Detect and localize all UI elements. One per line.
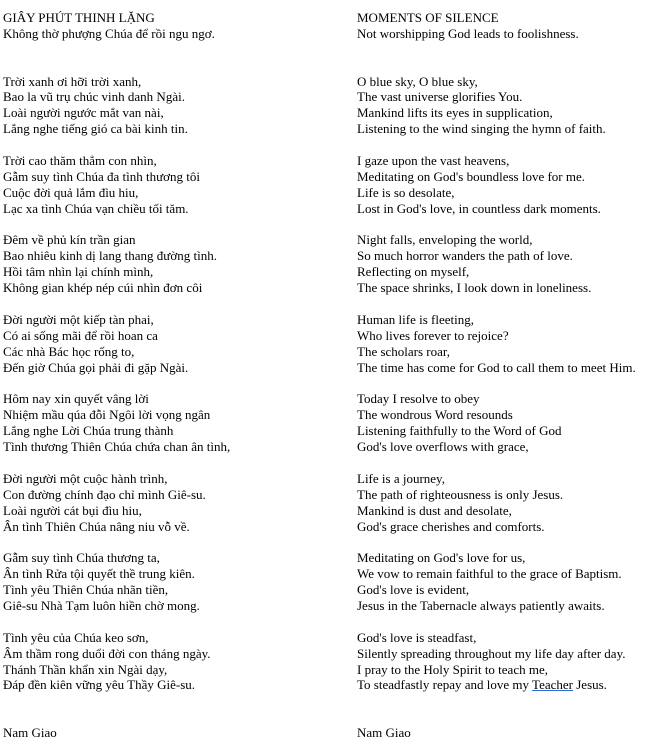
poem-line: Bao la vũ trụ chúc vinh danh Ngài.: [3, 89, 185, 105]
poem-line: Tình yêu của Chúa keo sơn,: [3, 629, 149, 645]
poem-line: Trời xanh ơi hỡi trời xanh,: [3, 73, 142, 89]
poem-line: Đến giờ Chúa gọi phải đi gặp Ngài.: [3, 359, 189, 375]
poem-title: MOMENTS OF SILENCE: [357, 10, 499, 25]
poem-line: I gaze upon the vast heavens,: [357, 153, 510, 169]
english-poem-column: [357, 10, 665, 741]
poem-line: The space shrinks, I look down in loneliness.: [357, 280, 592, 296]
poem-line: O blue sky, O blue sky,: [357, 73, 478, 89]
poem-line: Today I resolve to obey: [357, 391, 480, 407]
poem-title: GIÂY PHÚT THINH LẶNG: [3, 10, 155, 25]
poem-line: God's love is steadfast,: [357, 629, 477, 645]
poem-line: Ân tình Rửa tội quyết thề trung kiên.: [3, 566, 195, 582]
poem-line: So much horror wanders the path of love.: [357, 248, 573, 264]
poem-line: Lost in God's love, in countless dark moments.: [357, 200, 601, 216]
poem-line: Meditating on God's love for us,: [357, 550, 526, 566]
poem-line: The scholars roar,: [357, 343, 450, 359]
poem-line: Nhiệm mầu qúa đỗi Ngôi lời vọng ngân: [3, 407, 211, 423]
poem-line: Cuộc đời quả lắm đìu hiu,: [3, 184, 139, 200]
poem-line: Life is so desolate,: [357, 184, 455, 200]
poem-line: Các nhà Bác học rống to,: [3, 343, 135, 359]
vietnamese-poem-column: [3, 10, 343, 741]
poem-line: Giê-su Nhà Tạm luôn hiền chờ mong.: [3, 597, 200, 613]
poem-subtitle: Not worshipping God leads to foolishness.: [357, 25, 579, 41]
poem-line: Có ai sống mãi để rồi hoan ca: [3, 327, 158, 343]
poem-line: Loài người cát bụi đìu hiu,: [3, 502, 142, 518]
poem-line: The time has come for God to call them to meet Him.: [357, 359, 636, 375]
poem-line: Ân tình Thiên Chúa nâng niu vỗ về.: [3, 518, 190, 534]
poem-line: Đời người một cuộc hành trình,: [3, 470, 168, 486]
poem-author: Nam Giao: [3, 725, 57, 741]
poem-line: Hôm nay xin quyết vâng lời: [3, 391, 149, 407]
poem-line: Silently spreading throughout my life day after day.: [357, 645, 626, 661]
poem-line: Meditating on God's boundless love for me.: [357, 168, 586, 184]
poem-line: Lạc xa tình Chúa vạn chiều tối tăm.: [3, 200, 189, 216]
poem-line: God's love overflows with grace,: [357, 439, 529, 455]
poem-line: Không gian khép nép cúi nhìn đơn côi: [3, 280, 203, 296]
poem-line: Gẫm suy tình Chúa đa tình thương tôi: [3, 168, 200, 184]
poem-line: Human life is fleeting,: [357, 311, 474, 327]
poem-line: Gẫm suy tình Chúa thương ta,: [3, 550, 160, 566]
poem-line: Lắng nghe tiếng gió ca bài kinh tin.: [3, 121, 188, 137]
poem-line: Night falls, enveloping the world,: [357, 232, 533, 248]
poem-line: Đáp đền kiên vững yêu Thầy Giê-su.: [3, 677, 196, 693]
poem-line: The path of righteousness is only Jesus.: [357, 486, 564, 502]
poem-line: Lắng nghe Lời Chúa trung thành: [3, 423, 174, 439]
poem-line: Mankind is dust and desolate,: [357, 502, 512, 518]
poem-line: God's grace cherishes and comforts.: [357, 518, 545, 534]
poem-line: God's love is evident,: [357, 582, 470, 598]
poem-line: Life is a journey,: [357, 470, 445, 486]
poem-line: Bao nhiêu kinh dị lang thang đường tình.: [3, 248, 217, 264]
poem-line: Đêm về phủ kín trần gian: [3, 232, 136, 248]
poem-line: Thánh Thần khẩn xin Ngài dạy,: [3, 661, 168, 677]
poem-line: Loài người ngước mắt van nài,: [3, 105, 164, 121]
poem-line: Đời người một kiếp tàn phai,: [3, 311, 154, 327]
poem-line: The vast universe glorifies You.: [357, 89, 523, 105]
poem-subtitle: Không thờ phượng Chúa để rồi ngu ngơ.: [3, 25, 215, 41]
poem-line: Listening faithfully to the Word of God: [357, 423, 562, 439]
poem-line: Listening to the wind singing the hymn of faith.: [357, 121, 606, 137]
poem-author: Nam Giao: [357, 725, 411, 741]
poem-line: Tình yêu Thiên Chúa nhãn tiền,: [3, 582, 169, 598]
poem-line: The wondrous Word resounds: [357, 407, 513, 423]
poem-line: I pray to the Holy Spirit to teach me,: [357, 661, 548, 677]
poem-line: We vow to remain faithful to the grace of Baptism.: [357, 566, 622, 582]
poem-line: Who lives forever to rejoice?: [357, 327, 509, 343]
poem-line: Tình thương Thiên Chúa chứa chan ân tình,: [3, 439, 231, 455]
spellcheck-underline: Teacher: [532, 677, 573, 693]
poem-line: Âm thầm rong duổi đời con tháng ngày.: [3, 645, 211, 661]
poem-line: Mankind lifts its eyes in supplication,: [357, 105, 553, 121]
poem-line: Con đường chính đạo chỉ mình Giê-su.: [3, 486, 206, 502]
poem-line-with-spellcheck: To steadfastly repay and love my Teacher Jesus.: [357, 677, 607, 693]
poem-line: Hồi tâm nhìn lại chính mình,: [3, 264, 154, 280]
poem-line: Jesus in the Tabernacle always patiently awaits.: [357, 597, 605, 613]
poem-line: Trời cao thăm thẳm con nhìn,: [3, 153, 157, 169]
poem-line: Reflecting on myself,: [357, 264, 470, 280]
